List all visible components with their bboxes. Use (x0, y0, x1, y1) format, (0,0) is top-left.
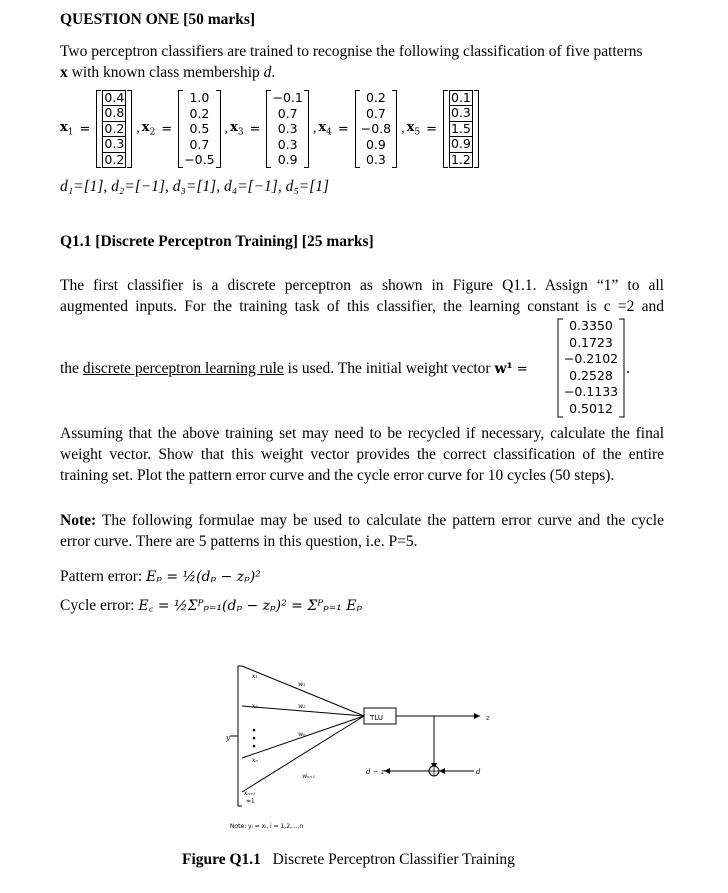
label-w1: w₁ (298, 681, 306, 688)
equals-sign: = (249, 121, 261, 137)
label-tlu: TLU (370, 714, 383, 722)
weight-value-5: −0.1133 (563, 384, 619, 399)
learning-rule-link: discrete perceptron learning rule (82, 360, 284, 377)
note-label: Note: (60, 512, 97, 529)
q11-title: Q1.1 [Discrete Perceptron Training] [25 marks] (60, 233, 374, 250)
separator: , (312, 121, 317, 136)
x-bold: x (60, 64, 68, 81)
ellipsis-dot (253, 729, 256, 732)
diagram-note: Note: yᵢ = xᵢ, i = 1,2,...,n (230, 823, 304, 830)
weight-value-3: −0.2102 (563, 351, 619, 366)
d-var: d (263, 64, 272, 81)
label-y: y (226, 734, 230, 742)
label-wn: wₙ (298, 731, 306, 738)
pattern-1-value-1: 0.4 (104, 89, 125, 105)
q11-paragraph-2: Assuming that the above training set may need to be recycled if necessary, calculate the final weight vector. Show that this weight vector provides the correct classification of the entire training set. Plot the pattern error curve and the cycle error curve for 10 cycles (50 steps). (60, 425, 664, 484)
pattern-3-value-5: 0.9 (277, 152, 298, 168)
pattern-1-value-5: 0.2 (104, 151, 125, 167)
label-error: d − z (366, 768, 385, 776)
pattern-label-5: $x_5$ (406, 120, 421, 138)
pattern-vector-5 (443, 90, 479, 169)
pattern-1-value-3: 0.2 (104, 120, 125, 136)
q11-line-3: the discrete perceptron learning rule is used. The initial weight vector w¹ = (60, 360, 528, 377)
pattern-1-value-2: 0.8 (104, 105, 125, 121)
pattern-vector-3 (266, 90, 308, 168)
pattern-4-value-4: 0.9 (365, 136, 386, 152)
pattern-label-2: $x_2$ (141, 120, 156, 138)
pattern-3-value-3: 0.3 (277, 121, 298, 137)
memberships: d₁=[1], d₂=[−1], d₃=[1], d₄=[−1], d₅=[1] (60, 178, 329, 195)
pattern-5-value-2: 0.3 (451, 105, 471, 121)
weight-value-4: 0.2528 (569, 367, 613, 383)
error-arrow (384, 768, 390, 774)
q11-line-2: augmented inputs. For the training task of this classifier, the learning constant is c =2 and (60, 298, 664, 315)
label-z: z (486, 714, 490, 722)
figure-caption-text: Discrete Perceptron Classifier Training (272, 851, 515, 868)
equals-sign: = (161, 121, 173, 137)
pattern-5-value-1: 0.1 (451, 89, 471, 105)
figure-caption (182, 851, 515, 869)
output-arrow (474, 713, 480, 719)
pattern-1-value-4: 0.3 (104, 136, 125, 152)
pattern-vectors (60, 88, 481, 170)
intro-line-2 (60, 62, 670, 83)
separator: , (224, 121, 229, 136)
pattern-label-4: $x_4$ (318, 120, 332, 138)
pattern-2-value-3: 0.5 (189, 121, 210, 137)
ellipsis-dot (253, 745, 256, 748)
pattern-4-value-5: 0.3 (365, 152, 386, 168)
label-d: d (476, 768, 481, 776)
cycle-error-formula: E꜀ = ½Σᴾₚ₌₁(dₚ − zₚ)² = Σᴾₚ₌₁ Eₚ (138, 598, 363, 614)
intro-line-1: Two perceptron classifiers are trained to recognise the following classification of five patterns (60, 43, 643, 60)
pattern-4-value-1: 0.2 (365, 90, 386, 106)
pattern-label-1: $x_1$ (60, 120, 74, 138)
pattern-2-value-2: 0.2 (189, 105, 210, 121)
line3-pre: the (60, 360, 83, 377)
label-x1: x₁ (252, 673, 258, 680)
perceptron-diagram (224, 660, 500, 842)
cycle-error-label: Cycle error: (60, 597, 139, 614)
q11-line-1: The first classifier is a discrete perceptron as shown in Figure Q1.1. Assign “1” to all (60, 277, 664, 294)
pattern-3-value-1: −0.1 (272, 90, 303, 106)
pattern-5-value-3: 1.5 (451, 120, 471, 136)
label-xn1: xₙ₊₁ (244, 790, 256, 797)
label-xn: xₙ (252, 757, 258, 764)
pattern-vector-1 (96, 90, 132, 169)
label-wn1: wₙ₊₁ (302, 773, 316, 780)
cycle-error-line (60, 596, 362, 615)
note-text: The following formulae may be used to calculate the pattern error curve and the cycle error curve. There are 5 patterns in this question, i.e. P=5. (60, 512, 664, 550)
pattern-3-value-4: 0.3 (277, 136, 298, 152)
note-paragraph (60, 510, 664, 552)
intro-paragraph (60, 41, 670, 83)
input-line-n1 (242, 716, 364, 792)
separator: , (136, 121, 140, 136)
weight-value-6: 0.5012 (569, 400, 613, 416)
pattern-4-value-2: 0.7 (365, 105, 386, 121)
ellipsis-dot (253, 737, 256, 740)
figure-label: Figure Q1.1 (182, 851, 261, 868)
pattern-3-value-2: 0.7 (277, 105, 298, 121)
d-arrow (439, 768, 445, 774)
pattern-4-value-3: −0.8 (360, 121, 392, 137)
pattern-error-line (60, 568, 261, 586)
pattern-5-value-5: 1.2 (451, 151, 471, 167)
pattern-vector-4 (355, 90, 397, 168)
input-bracket (238, 666, 242, 806)
pattern-vector-2 (178, 90, 220, 168)
weight-value-2: 0.1723 (569, 334, 613, 350)
equals-sign: = (337, 121, 349, 137)
pattern-error-label: Pattern error: (60, 568, 147, 585)
pattern-label-3: $x_3$ (230, 120, 244, 138)
weight-period: . (626, 360, 630, 377)
equals-sign: = (426, 121, 437, 137)
separator: , (401, 121, 405, 136)
w-symbol: w¹ (494, 361, 513, 377)
intro-end: . (271, 64, 276, 81)
pattern-2-value-4: 0.7 (189, 136, 210, 152)
pattern-2-value-1: 1.0 (189, 90, 210, 106)
pattern-error-formula: Eₚ = ½(dₚ − zₚ)² (146, 569, 261, 585)
pattern-5-value-4: 0.9 (451, 136, 471, 152)
label-w2: w₂ (298, 703, 306, 710)
label-x2: x₂ (252, 703, 258, 710)
intro-line-2-text: with known class membership (67, 64, 264, 81)
equals-sign: = (79, 121, 91, 137)
weight-value-1: 0.3350 (569, 318, 613, 333)
label-eq1: =1 (246, 798, 255, 805)
line3-post: is used. The initial weight vector (283, 360, 495, 377)
question-heading: QUESTION ONE [50 marks] (60, 11, 256, 28)
weight-vector (557, 318, 625, 418)
pattern-2-value-5: −0.5 (184, 152, 215, 168)
